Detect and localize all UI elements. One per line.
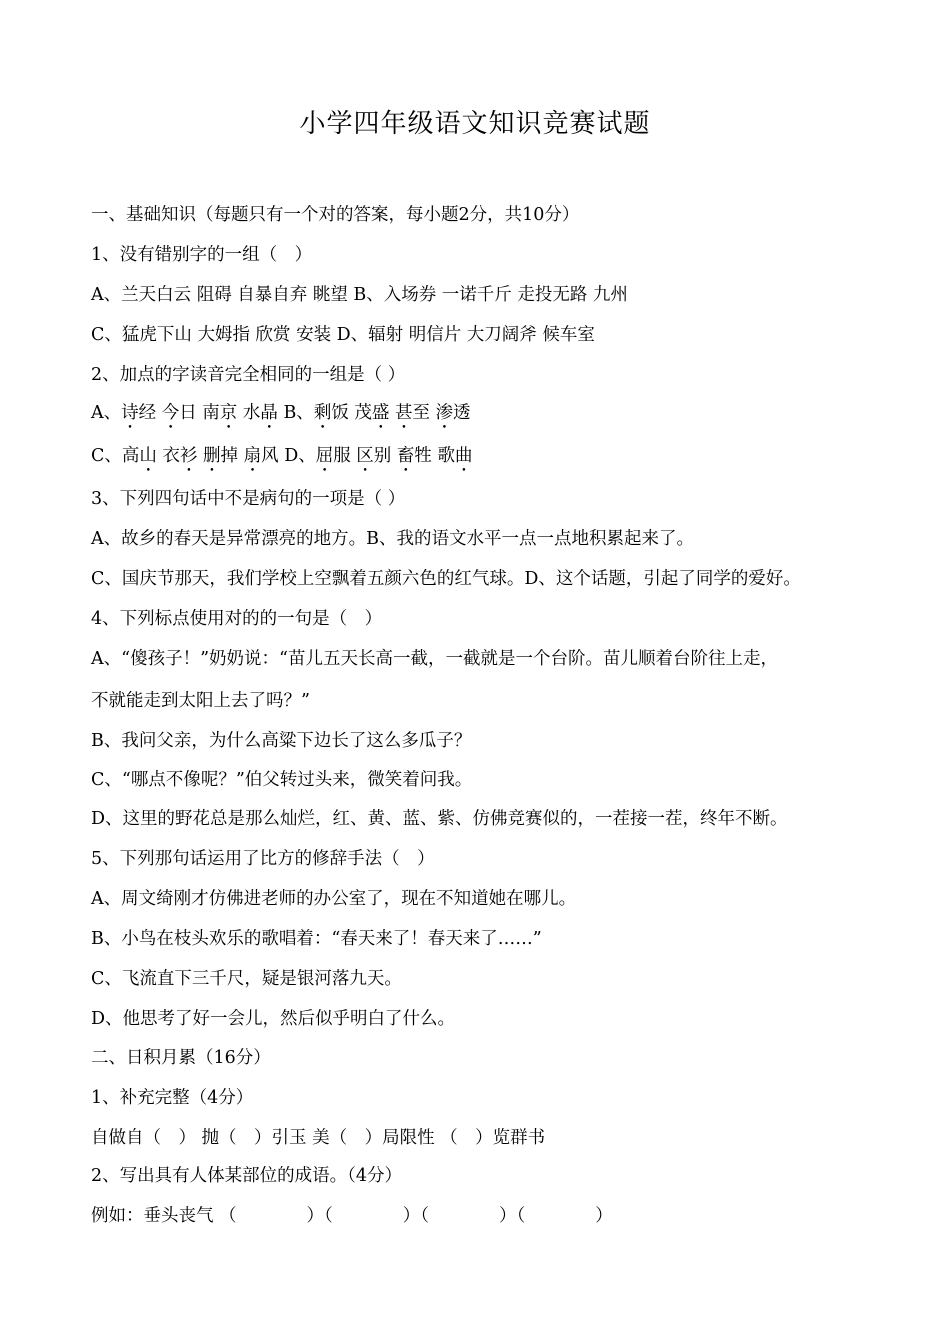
text-span: A、“傻孩子！”奶奶说：“苗儿五天长高一截，一截就是一个台阶。苗儿顺着台阶往上走， xyxy=(91,649,778,669)
text-span: 5、下列那句话运用了比方的修辞手法（ ） xyxy=(91,849,435,869)
text-line xyxy=(91,486,880,512)
text-span: 饭 xyxy=(331,403,355,423)
text-line xyxy=(91,566,880,592)
text-span: 服 xyxy=(333,446,357,466)
emphasized-char: 屈 xyxy=(315,446,334,466)
text-line xyxy=(91,926,880,952)
text-line xyxy=(91,443,880,476)
text-span: B、 xyxy=(277,403,314,423)
emphasized-char: 区 xyxy=(356,446,374,466)
text-span: B、我问父亲，为什么高粱下边长了这么多瓜子？ xyxy=(91,731,472,751)
text-line xyxy=(91,362,880,388)
text-span: 至 xyxy=(412,403,436,423)
text-line xyxy=(91,767,880,793)
emphasized-char: 渗 xyxy=(435,403,454,423)
text-span: 二、日积月累（16分） xyxy=(91,1048,271,1068)
text-span: 日 xyxy=(179,403,203,423)
emphasized-char: 晶 xyxy=(260,403,278,423)
text-span: 南 xyxy=(202,403,220,423)
text-line xyxy=(91,1006,880,1032)
text-span: 1、没有错别字的一组（ ） xyxy=(91,245,313,265)
text-span: A、周文绮刚才仿佛进老师的办公室了，现在不知道她在哪儿。 xyxy=(91,889,577,909)
text-line xyxy=(91,202,880,228)
text-span: 不就能走到太阳上去了吗？” xyxy=(91,691,310,711)
emphasized-char: 畜 xyxy=(396,446,415,466)
text-span: 4、下列标点使用对的的一句是（ ） xyxy=(91,609,383,629)
text-span: D、这里的野花总是那么灿烂，红、黄、蓝、紫、仿佛竞赛似的，一茬接一茬，终年不断。 xyxy=(91,809,788,829)
text-line xyxy=(91,966,880,992)
text-span: 2、加点的字读音完全相同的一组是（ ） xyxy=(91,365,406,385)
text-span: 牲 xyxy=(414,446,438,466)
text-span: C、飞流直下三千尺，疑是银河落九天。 xyxy=(91,969,402,989)
text-line xyxy=(91,806,880,832)
emphasized-char: 扇 xyxy=(243,446,262,466)
emphasized-char: 盛 xyxy=(371,403,390,423)
emphasized-char: 今 xyxy=(161,403,180,423)
text-line xyxy=(91,282,880,308)
text-line xyxy=(91,1125,880,1151)
text-line xyxy=(91,846,880,872)
text-span: 2、写出具有人体某部位的成语。（4分） xyxy=(91,1166,403,1186)
text-line xyxy=(91,400,880,433)
text-line xyxy=(91,242,880,268)
page-title: 小学四年级语文知识竞赛试题 xyxy=(299,109,651,139)
text-span: C、“哪点不像呢？”伯父转过头来，微笑着问我。 xyxy=(91,770,473,790)
text-span: 自做自（ ） 抛（ ）引玉 美（ ）局限性 （ ）览群书 xyxy=(91,1128,546,1148)
text-span: 透 xyxy=(453,403,471,423)
text-span: A、兰天白云 阻碍 自暴自弃 眺望 B、入场券 一诺千斤 走投无路 九州 xyxy=(91,285,628,305)
text-span: 3、下列四句话中不是病句的一项是（ ） xyxy=(91,489,406,509)
text-span: 别 xyxy=(373,446,397,466)
text-span: C、国庆节那天，我们学校上空飘着五颜六色的红气球。D、这个话题，引起了同学的爱好。 xyxy=(91,569,801,589)
emphasized-char: 衫 xyxy=(179,446,198,466)
emphasized-char: 剩 xyxy=(313,403,332,423)
text-line xyxy=(91,1203,880,1229)
emphasized-char: 京 xyxy=(219,403,238,423)
emphasized-char: 诗 xyxy=(121,403,139,423)
text-span: 风 D、 xyxy=(261,446,316,466)
text-span: C、高 xyxy=(91,446,140,466)
emphasized-char: 曲 xyxy=(454,446,473,466)
text-span: 经 xyxy=(138,403,162,423)
text-line xyxy=(91,646,880,672)
text-span: D、他思考了好一会儿，然后似乎明白了什么。 xyxy=(91,1009,456,1029)
emphasized-char: 山 xyxy=(139,446,157,466)
text-line xyxy=(91,688,880,714)
text-span: C、猛虎下山 大姆指 欣赏 安装 D、辐射 明信片 大刀阔斧 候车室 xyxy=(91,325,595,345)
text-span: A、 xyxy=(91,403,122,423)
text-span: 一、基础知识（每题只有一个对的答案，每小题2分，共10分） xyxy=(91,205,580,225)
text-span: 水 xyxy=(242,403,261,423)
emphasized-char: 甚 xyxy=(394,403,413,423)
text-line xyxy=(91,606,880,632)
text-line xyxy=(91,1045,880,1071)
text-span: 例如：垂头丧气 （ ）（ ）（ ）（ ） xyxy=(91,1206,613,1226)
text-line xyxy=(91,1085,880,1111)
text-span: 衣 xyxy=(162,446,180,466)
text-line xyxy=(91,526,880,552)
text-line xyxy=(91,886,880,912)
text-line xyxy=(91,1163,880,1189)
text-span: 1、补充完整（4分） xyxy=(91,1088,254,1108)
text-span: B、小鸟在枝头欢乐的歌唱着：“春天来了！春天来了……” xyxy=(91,929,542,949)
text-span: 掉 xyxy=(220,446,244,466)
text-span: 歌 xyxy=(437,446,455,466)
text-line xyxy=(91,322,880,348)
text-line xyxy=(91,728,880,754)
emphasized-char: 删 xyxy=(203,446,221,466)
text-span: A、故乡的春天是异常漂亮的地方。B、我的语文水平一点一点地积累起来了。 xyxy=(91,529,694,549)
text-span: 茂 xyxy=(354,403,372,423)
